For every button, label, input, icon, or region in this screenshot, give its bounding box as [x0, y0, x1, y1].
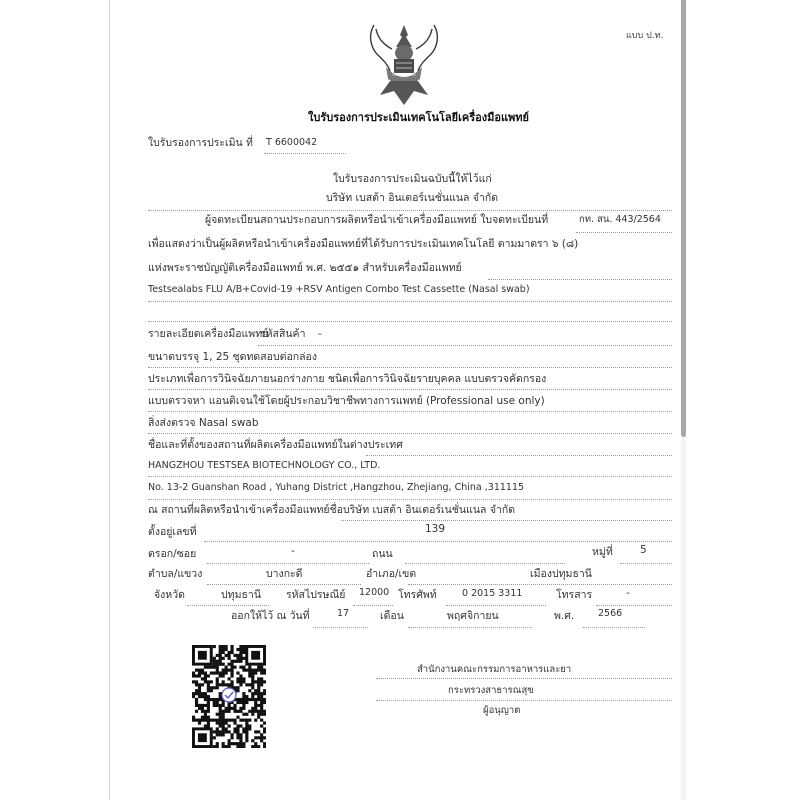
specimen: สิ่งส่งตรวจ Nasal swab: [148, 417, 259, 429]
house-no-value: 139: [425, 523, 446, 535]
moo-label: หมู่ที่: [592, 546, 613, 558]
manufacturer-label-underline: [366, 455, 672, 456]
company-name: บริษัท เบสต้า อินเตอร์เนชั่นแนล จำกัด: [326, 192, 499, 204]
fax-underline: [596, 605, 672, 606]
postal-value: 12000: [359, 587, 390, 598]
site-label: ณ สถานที่ผลิตหรือนำเข้าเครื่องมือแพทย์ชื่อ: [148, 504, 343, 516]
product-underline-1: [148, 301, 672, 302]
subdistrict-underline: [207, 584, 361, 585]
district-label: อำเภอ/เขต: [366, 568, 417, 580]
subdistrict-value: บางกะดี: [266, 568, 303, 580]
device-type: ประเภทเพื่อการวินิจฉัยภายนอกร่างกาย ชนิดเพื่อการวินิจฉัยรายบุคคล แบบตรวจคัดกรอง: [148, 373, 547, 385]
scrollbar-thumb[interactable]: [681, 0, 686, 437]
agency-underline: [376, 678, 672, 679]
purpose-underline: [488, 279, 672, 280]
manufacturer-label: ชื่อและที่ตั้งของสถานที่ผลิตเครื่องมือแพทย์ในต่างประเทศ: [148, 439, 403, 451]
soi-underline: [207, 563, 369, 564]
specimen-underline: [148, 433, 672, 434]
manufacturer-name: HANGZHOU TESTSEA BIOTECHNOLOGY CO., LTD.: [148, 460, 381, 471]
issue-year-underline: [583, 627, 645, 628]
manufacturer-address-underline: [148, 499, 672, 500]
garuda-emblem-icon: [366, 21, 442, 107]
product-name: Testsealabs FLU A/B+Covid-19 +RSV Antigen Combo Test Cassette (Nasal swab): [148, 284, 530, 295]
phone-underline: [446, 605, 546, 606]
issue-year: 2566: [598, 608, 623, 619]
site-name: บริษัท เบสต้า อินเตอร์เนชั่นแนล จำกัด: [343, 504, 516, 516]
issue-month: พฤศจิกายน: [447, 610, 499, 622]
province-value: ปทุมธานี: [221, 589, 261, 601]
fax-label: โทรสาร: [556, 589, 593, 601]
soi-value: -: [291, 545, 295, 557]
product-code-label: รหัสสินค้า: [260, 328, 306, 340]
product-code-value: -: [318, 328, 322, 340]
signature-role: ผู้อนุญาต: [483, 705, 521, 716]
issue-day: 17: [337, 608, 350, 619]
postal-underline: [353, 605, 393, 606]
test-type: แบบตรวจหา แอนติเจนใช้โดยผู้ประกอบวิชาชีพทางการแพทย์ (Professional use only): [148, 395, 545, 407]
registration-text: ผู้จดทะเบียนสถานประกอบการผลิตหรือนำเข้าเครื่องมือแพทย์ ใบจดทะเบียนที่: [205, 214, 549, 226]
company-underline: [148, 210, 672, 211]
road-underline: [405, 563, 565, 564]
ministry-underline: [376, 700, 672, 701]
province-underline: [187, 605, 269, 606]
issue-date-label: ออกให้ไว้ ณ วันที่: [231, 610, 310, 622]
package-underline: [148, 367, 672, 368]
phone-label: โทรศัพท์: [398, 589, 437, 601]
subdistrict-label: ตำบล/แขวง: [148, 568, 203, 580]
cert-no-value: T 6600042: [266, 137, 318, 148]
cert-no-label: ใบรับรองการประเมิน ที่: [148, 137, 253, 149]
purpose-line-2: แห่งพระราชบัญญัติเครื่องมือแพทย์ พ.ศ. ๒๕๕๑ สำหรับเครื่องมือแพทย์: [148, 262, 462, 274]
month-label: เดือน: [380, 610, 404, 622]
moo-underline: [620, 563, 672, 564]
qr-code-icon: [192, 645, 266, 748]
issue-day-underline: [313, 627, 368, 628]
product-code-underline: [258, 345, 672, 346]
house-no-label: ตั้งอยู่เลขที่: [148, 526, 197, 538]
package-size: ขนาดบรรจุ 1, 25 ชุดทดสอบต่อกล่อง: [148, 351, 317, 363]
district-value: เมืองปทุมธานี: [530, 568, 592, 580]
signature-agency: สำนักงานคณะกรรมการอาหารและยา: [417, 664, 572, 675]
registration-no: กท. สน. 443/2564: [579, 214, 661, 225]
district-underline: [408, 584, 672, 585]
postal-label: รหัสไปรษณีย์: [286, 589, 346, 601]
manufacturer-name-underline: [148, 476, 672, 477]
form-code: แบบ ป.ท.: [626, 31, 664, 41]
issued-to-label: ใบรับรองการประเมินฉบับนี้ให้ไว้แก่: [333, 173, 492, 185]
site-underline: [341, 520, 672, 521]
road-label: ถนน: [372, 548, 393, 560]
product-underline-2: [148, 321, 672, 322]
test-type-underline: [148, 411, 672, 412]
moo-value: 5: [640, 544, 647, 556]
phone-value: 0 2015 3311: [462, 588, 523, 599]
signature-ministry: กระทรวงสาธารณสุข: [448, 685, 534, 696]
issue-month-underline: [408, 627, 532, 628]
details-label: รายละเอียดเครื่องมือแพทย์: [148, 328, 269, 340]
cert-no-underline: [264, 153, 346, 154]
registration-underline: [576, 232, 672, 233]
house-no-underline: [204, 541, 672, 542]
year-label: พ.ศ.: [554, 610, 575, 622]
province-label: จังหวัด: [154, 589, 185, 601]
manufacturer-address: No. 13-2 Guanshan Road , Yuhang District ,Hangzhou, Zhejiang, China ,311115: [148, 482, 525, 493]
purpose-line-1: เพื่อแสดงว่าเป็นผู้ผลิตหรือนำเข้าเครื่องมือแพทย์ที่ได้รับการประเมินเทคโนโลยี ตามมาตรา ๖ (๘): [148, 238, 579, 250]
document-title: ใบรับรองการประเมินเทคโนโลยีเครื่องมือแพทย์: [308, 111, 529, 124]
soi-label: ตรอก/ซอย: [148, 548, 197, 560]
device-type-underline: [148, 389, 672, 390]
fax-value: -: [626, 587, 630, 599]
